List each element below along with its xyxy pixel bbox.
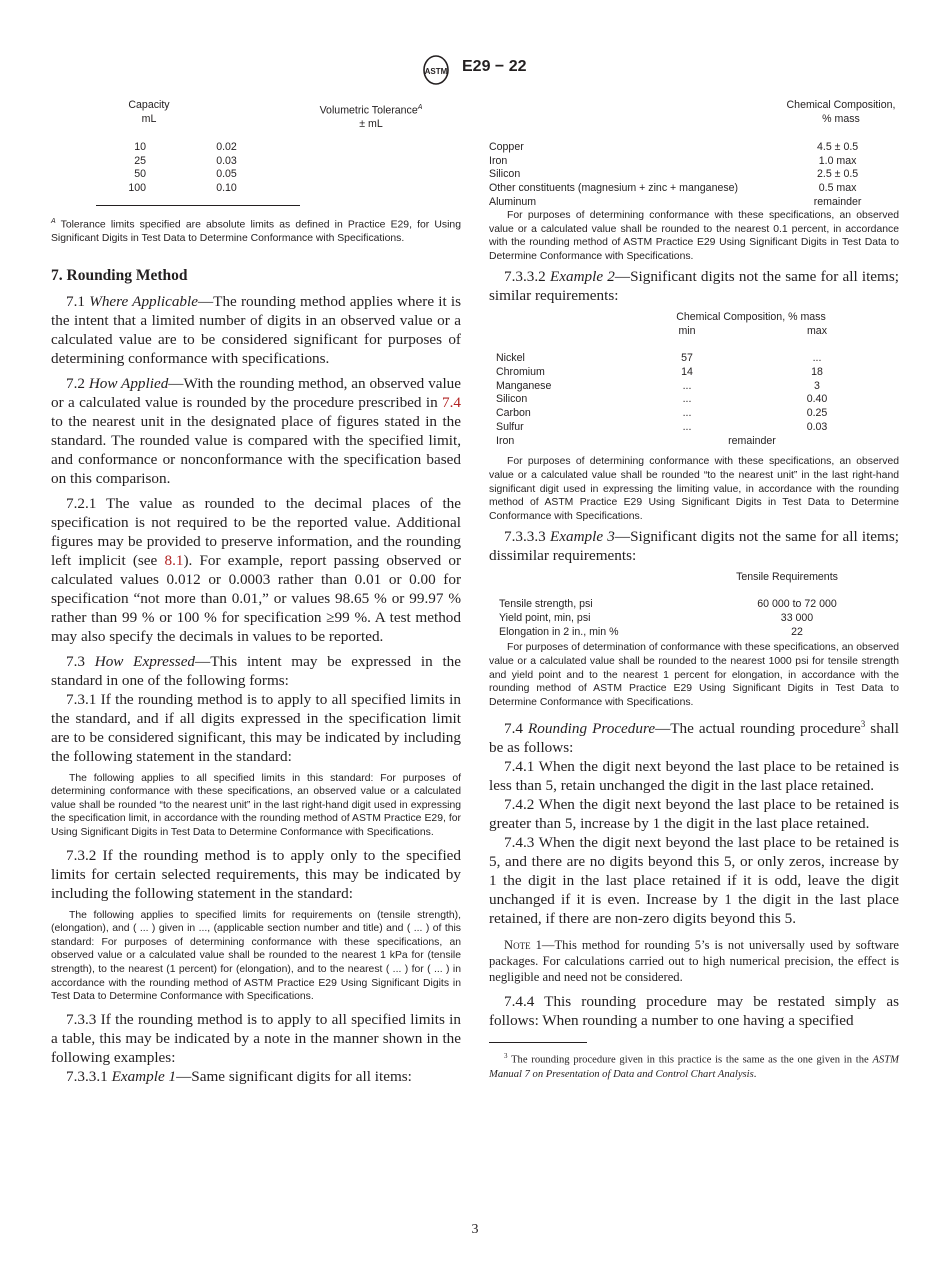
table-row: 100 0.10 (128, 182, 237, 195)
table-row: Carbon ... 0.25 (496, 407, 828, 420)
paragraph-7-4-3: 7.4.3 When the digit next beyond the last place to be retained is 5, and there are no digits beyond this 5, or only zeros, increase by 1 the digit in the last place retained if it is odd, leave the digit unchanged if it is even. Increase by 1 the digit in the last place retained, if there are non-zero digits beyond this 5. (489, 834, 899, 928)
chem2-col-max: max (806, 325, 827, 338)
table-row: Yield point, min, psi 33 000 (499, 612, 814, 625)
statement-1: The following applies to all specified limits in this standard: For purposes of determining conformance with these specifications, an observed value or a calculated value shall be rounded “to the nearest unit” in the last right-hand digit used in expressing the specification limit, in accordance with the rounding method of ASTM Practice E29, for Using Significant Digits in Test Data to Determine Conformance with Specifications. (51, 772, 461, 839)
capacity-rows (51, 141, 391, 196)
footnote-3: $^3$ The rounding procedure given in this practice is the same as the one given in the ASTM Manual 7 on Presentation of Data and Control Chart Analysis. (489, 1052, 899, 1080)
footnote-rule (489, 1042, 587, 1043)
capacity-header: Capacity mL (128, 99, 170, 125)
chemical-composition-table-1 (489, 95, 899, 209)
table-row: Silicon ... 0.40 (496, 393, 828, 406)
paragraph-7-1: 7.1 Where Applicable—The rounding method applies where it is the intent that a limited number of digits in an observed value or a calculated value are to be considered significant for purposes of determining conformance with specifications. (51, 292, 462, 367)
chem-header: Chemical Composition, % mass (786, 99, 896, 125)
table-row: Other constituents (magnesium + zinc + manganese) 0.5 max (489, 182, 857, 195)
table-row: Copper 4.5 ± 0.5 (489, 141, 859, 153)
right-column (489, 95, 899, 1082)
chemical-composition-table-2 (489, 311, 899, 451)
link-7-4[interactable]: 7.4 (442, 393, 461, 411)
paragraph-7-4-2: 7.4.2 When the digit next beyond the last place to be retained is greater than 5, increase by 1 the digit in the last place retained. (489, 796, 899, 833)
chem-table-1-note: For purposes of determining conformance with these specifications, an observed value or a calculated value shall be rounded to the nearest 0.1 percent, in accordance with the rounding method of ASTM Practice E29 Using Significant Digits in Test Data to Determine Conformance with Specifications. (489, 210, 899, 262)
section-heading: 7. Rounding Method (51, 266, 188, 284)
table-row: Elongation in 2 in., min % 22 (499, 625, 803, 638)
paragraph-7-4: 7.4 Rounding Procedure—The actual rounding procedure$^3$ shall be as follows: (489, 719, 899, 757)
chem-table-2-note: For purposes of determining conformance with these specifications, an observed value or a calculated value shall be rounded “to the nearest unit” in the last right-hand significant digit used in expressing the limiting value, in accordance with the rounding method of ASTM Practice E29 Using Significant Digits in Test Data to Determine Conformance with Specifications. (489, 456, 899, 522)
page-number: 3 (471, 1222, 479, 1237)
tensile-requirements-table (489, 571, 899, 641)
table-row: Iron 1.0 max (489, 154, 857, 167)
tolerance-header: Volumetric Tolerance$^A$ ± mL (319, 104, 423, 131)
paragraph-7-3-3-1: 7.3.3.1 Example 1—Same significant digits for all items: (66, 1067, 412, 1085)
table-row: Manganese ... 3 (496, 379, 820, 392)
link-8-1[interactable]: 8.1 (164, 551, 184, 569)
paragraph-7-3-3: 7.3.3 If the rounding method is to apply to all specified limits in a table, this may be indicated by a note in the manner shown in the following examples: (51, 1010, 461, 1066)
paragraph-7-2: 7.2 How Applied—With the rounding method, an observed value or a calculated value is rounded by the procedure prescribed in 7.4 to the nearest unit in the designated place of figures stated in the standard. The rounded value is compared with the specified limit, and conformance or nonconformance with the specification based on this comparison. (51, 374, 461, 487)
tensile-rows (499, 598, 899, 639)
table-row: Aluminum remainder (489, 195, 862, 208)
table-row: Nickel 57 ... (496, 352, 822, 365)
astm-logo (418, 55, 454, 85)
paragraph-7-3-3-2: 7.3.3.2 Example 2—Significant digits not the same for all items; similar requirements: (489, 268, 899, 305)
chem2-rows (496, 352, 896, 448)
table-rule (96, 205, 300, 206)
table-row: 10 0.02 (134, 141, 237, 153)
chem2-header: Chemical Composition, % mass (676, 311, 826, 324)
paragraph-7-3-2: 7.3.2 If the rounding method is to apply only to the specified limits for certain selected requirements, this may be indicated by including the following statement in the standard: (51, 846, 461, 902)
paragraph-7-2-1: 7.2.1 The value as rounded to the decimal places of the specification is not required to be the reported value. Additional figures may be provided to preserve information, and the rounding left implicit (see 8.1). For example, report passing observed or calculated values 0.012 or 0.0003 rather than 0.01 or 0.00 for specification “not more than 0.01,” or values 98.65 % or 99.97 % rather than 99 % or 100 % for specification ≥99 %. A test method may also specify the decimals in values to be reported. (51, 494, 461, 645)
paragraph-7-4-4: 7.4.4 This rounding procedure may be restated simply as follows: When rounding a number to one having a specified (489, 993, 899, 1030)
tensile-table-note: For purposes of determination of conformance with these specifications, an observed value or a calculated value shall be rounded to the nearest 1000 psi for tensile strength and yield point and to the nearest 1 percent for elongation, in accordance with the rounding method of ASTM Practice E29 Using Significant Digits in Test Data to Determine Conformance with Specifications. (489, 642, 899, 708)
tensile-header: Tensile Requirements (736, 571, 838, 584)
chem2-col-min: min (678, 325, 696, 338)
capacity-footnote: $^A$ Tolerance limits specified are absolute limits as defined in Practice E29, for Using Significant Digits in Test Data to Determine Conformance with Specifications. (51, 218, 461, 245)
statement-2: The following applies to specified limits for requirements on (tensile strength), (elongation), and ( ... ) given in ..., (applicable section number and title) and ( ... ) of this standard: For purposes of determining conformance with these specifications, an observed value or a calculated value shall be rounded to the nearest 1 kPa for (tensile strength), to the nearest (1 percent) for (elongation), and to the nearest ( ... ) for ( ... ) in accordance with the rounding method of ASTM Practice E29 Using Significant Digits in Test Data to Determine Conformance with Specifications. (51, 909, 461, 1003)
table-row: Tensile strength, psi 60 000 to 72 000 (499, 598, 837, 611)
paragraph-7-3: 7.3 How Expressed—This intent may be expressed in the standard in one of the following forms: (51, 652, 462, 689)
document-id: E29 − 22 (462, 58, 527, 75)
page-header (0, 55, 950, 85)
table-row: Chromium 14 18 (496, 366, 823, 379)
table-row: Silicon 2.5 ± 0.5 (489, 168, 859, 181)
svg-text:ASTM: ASTM (424, 67, 448, 76)
table-row: Iron remainder (496, 434, 776, 447)
paragraph-7-3-3-3: 7.3.3.3 Example 3—Significant digits not the same for all items; dissimilar requirements: (489, 528, 899, 565)
footnote-ref-3[interactable]: 3 (860, 719, 866, 730)
left-column (51, 95, 461, 1086)
capacity-table (51, 95, 461, 201)
paragraph-7-4-1: 7.4.1 When the digit next beyond the last place to be retained is less than 5, retain unchanged the digit in the last place retained. (489, 758, 899, 795)
table-row: Sulfur ... 0.03 (496, 420, 828, 433)
note-1: Note 1—This method for rounding 5’s is not universally used by software packages. For calculations carried out to high numerical precision, the effect is negligible and need not be considered. (489, 938, 899, 984)
table-row: 50 0.05 (134, 168, 237, 181)
table-row: 25 0.03 (134, 154, 237, 167)
chem-rows (489, 141, 899, 210)
paragraph-7-3-1: 7.3.1 If the rounding method is to apply to all specified limits in the standard, and if all digits expressed in the specification limit are to be considered significant, this may be indicated by including the following statement in the standard: (51, 690, 461, 765)
